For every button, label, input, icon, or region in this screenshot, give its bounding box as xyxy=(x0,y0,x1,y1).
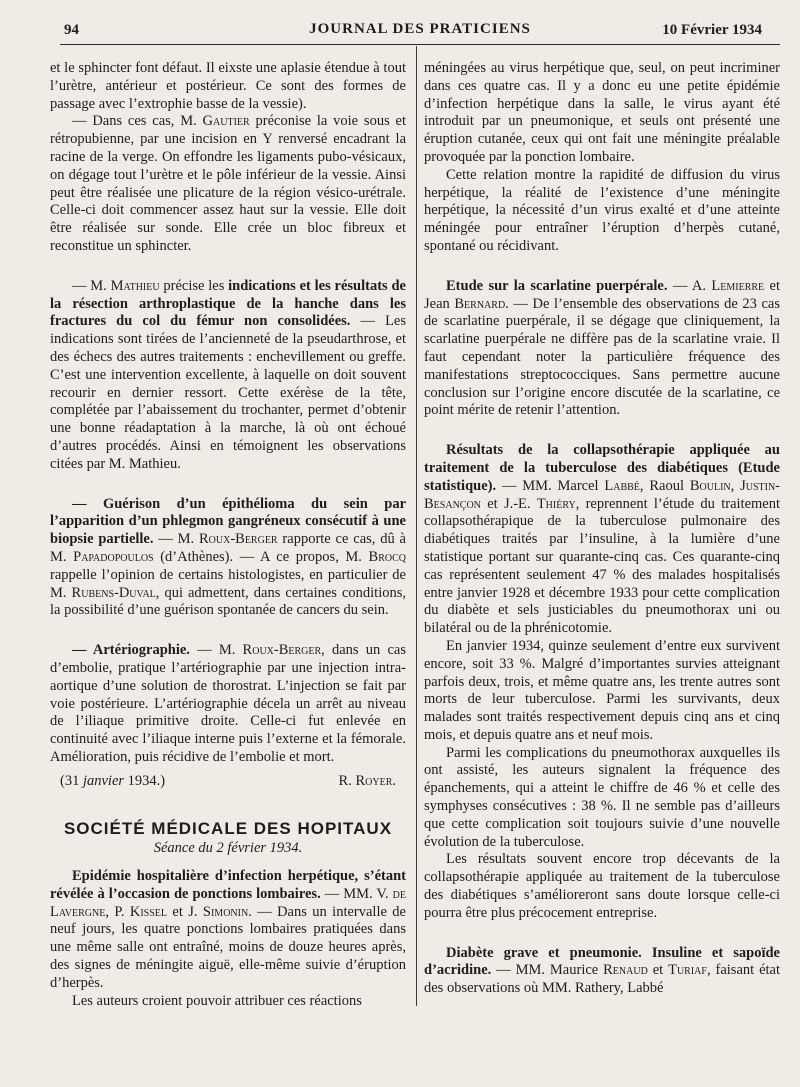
header-rule xyxy=(60,44,780,45)
paragraph: — Dans ces cas, M. Gautier préconise la voie sous et rétropubienne, par une incision en Y renversé encadrant la racine de la verge. On effondre les ligaments pubo-vésicaux, on dégage tout l’urètre et le pôle inférieur de la vessie. Ainsi peut être réalisée une plicature de la région vésico-urétrale. Celle-ci doit commencer assez haut sur la vessie. Elle doit être réalisée sur sonde. Elle crée un bloc fibreux et reconstitue un sphincter. xyxy=(50,113,406,254)
paragraph: Parmi les complications du pneumothorax auxquelles ils ont assisté, les auteurs signalent la fréquence des épanchements, qui a atteint le chiffre de 46 % et celle des symphyses consécutives : 38 %. Il ne semble pas d’ailleurs que cette complication soit toujours suivie d’une nouvelle évolution de la tuberculose. xyxy=(424,744,780,850)
paragraph: Résultats de la collapsothérapie appliquée au traitement de la tuberculose des diabétiques (Etude statistique). — MM. Marcel Labbé, Raoul Boulin, Justin-Besançon et J.-E. Thiéry, reprennent l’étude du traitement collapsothérapique de la tuberculose pulmonaire des diabétiques traités par l’insuline, à la lumière d’une statistique portant sur quarante-cinq cas. Ces quarante-cinq cas représentent seulement 47 % des malades hospitalisés entre janvier 1928 et décembre 1933 pour cette complication du diabète et sels justiciables du pneumothorax uni ou bilatéral ou de la phrénicotomie. xyxy=(424,442,781,637)
signature-name: R. Royer. xyxy=(338,772,396,789)
left-column xyxy=(50,60,406,1010)
signature-date: (31 janvier 1934.) xyxy=(60,772,166,789)
paragraph: — Artériographie. — M. Roux-Berger, dans un cas d’embolie, pratique l’artériographie par une injection intra-aortique d’une solution de thorostrat. L’injection se fait par voie postérieure. L’artériographie décela un arrêt au niveau de l’iliaque primitive droite. Celle-ci fut enlevée en continuité avec l’iliaque interne puis l’externe et la fémorale. Amélioration, puis récidive de l’embolie et mort. xyxy=(50,642,406,765)
paragraph: Les auteurs croient pouvoir attribuer ces réactions xyxy=(72,992,362,1009)
page-header xyxy=(60,20,780,42)
paragraph: et le sphincter font défaut. Il eixste une aplasie étendue à tout l’urètre, antérieur et postérieur. Ce sont des formes de passage avec l’extrophie basse de la vessie). xyxy=(50,60,406,112)
paragraph: Diabète grave et pneumonie. Insuline et sapoïde d’acridine. — MM. Maurice Renaud et Turiaf, faisant état des observations où MM. Rathery, Labbé xyxy=(424,944,780,997)
issue-date: 10 Février 1934 xyxy=(662,22,762,38)
signature-line xyxy=(50,773,406,791)
page-number: 94 xyxy=(64,22,79,38)
paragraph: Epidémie hospitalière d’infection herpétique, s’étant révélée à l’occasion de ponctions lombaires. — MM. V. de Lavergne, P. Kissel et J. Simonin. — Dans un intervalle de neuf jours, les quatre ponctions lombaires pratiquées dans une même salle ont entraîné, moins de douze heures après, des signes de méningite aiguë, elle-même suivie d’éruption d’herpès. xyxy=(50,868,406,991)
session-date: Séance du 2 février 1934. xyxy=(153,840,303,857)
paragraph: Cette relation montre la rapidité de diffusion du virus herpétique, la réalité de l’existence d’une méningite herpétique, la nécessité d’un virus exalté et d’une atteinte méningée pour entraîner l’éruption d’herpès cutané, spontané ou récidivant. xyxy=(424,166,780,254)
paragraph: Etude sur la scarlatine puerpérale. — A. Lemierre et Jean Bernard. — De l’ensemble des observations de 23 cas de scarlatine puerpérale, il se dégage que cliniquement, la scarlatine puerpérale ne diffère pas de la scarlatine vraie. Il faut cependant noter la particulière fréquence des manifestations streptococciques. Sans permettre aucune conclusion sur l’origine encore discutée de la scarlatine, ce point mérite de retenir l’attention. xyxy=(424,277,781,419)
paragraph: Les résultats souvent encore trop décevants de la collapsothérapie appliquée au traitement de la tuberculose des diabétiques s’amélioreront sans doute lorsque celle-ci pourra être plus précocement entreprise. xyxy=(424,851,780,921)
right-column xyxy=(424,60,780,998)
paragraph: — M. Mathieu précise les indications et les résultats de la résection arthroplastique de la hanche dans les fractures du col du fémur non consolidées. — Les indications sont tirées de l’ancienneté de la pseudarthrose, et des échecs des autres traitements : enchevillement ou greffe. C’est une intervention excellente, à laquelle on doit souvent recourir en dernier ressort. Cette exérèse de la tête, complétée par l’abaissement du trochanter, permet d’obtenir une bonne réadaptation à la marche, là où ont échoué d’autres procédés. Ainsi en témoignent les observations citées par M. Mathieu. xyxy=(50,277,406,472)
section-heading: SOCIÉTÉ MÉDICALE DES HOPITAUX xyxy=(63,819,393,839)
paragraph: — Guérison d’un épithélioma du sein par l’apparition d’un phlegmon gangréneux consécutif à une biopsie partielle. — M. Roux-Berger rapporte ce cas, dû à M. Papadopoulos (d’Athènes). — A ce propos, M. Brocq rappelle l’opinion de certains histologistes, en particulier de M. Rubens-Duval, qui admettent, dans certaines conditions, la possibilité d’une guérison spontanée de cancers du sein. xyxy=(50,495,406,619)
paragraph: En janvier 1934, quinze seulement d’entre eux survivent encore, soit 33 %. Malgré d’importantes survies atteignant parfois deux, trois, et même quatre ans, les trente autres sont morts de leur tuberculose. Parmi les survivants, deux malades sont traités respectivement depuis cinq ans et cinq mois, et depuis quatre ans et neuf mois. xyxy=(424,637,780,743)
journal-title: JOURNAL DES PRATICIENS xyxy=(309,21,531,37)
column-divider xyxy=(416,46,417,1006)
paragraph: méningées au virus herpétique que, seul, on peut incriminer dans ces quatre cas. Il y a donc eu une petite épidémie d’infection herpétique dans la salle, le virus ayant été introduit par un pneumonique, et seuls ont présenté une éruption cutanée, ceux qui ont fait une méningite préalable provoquée par la ponction lombaire. xyxy=(424,60,780,165)
